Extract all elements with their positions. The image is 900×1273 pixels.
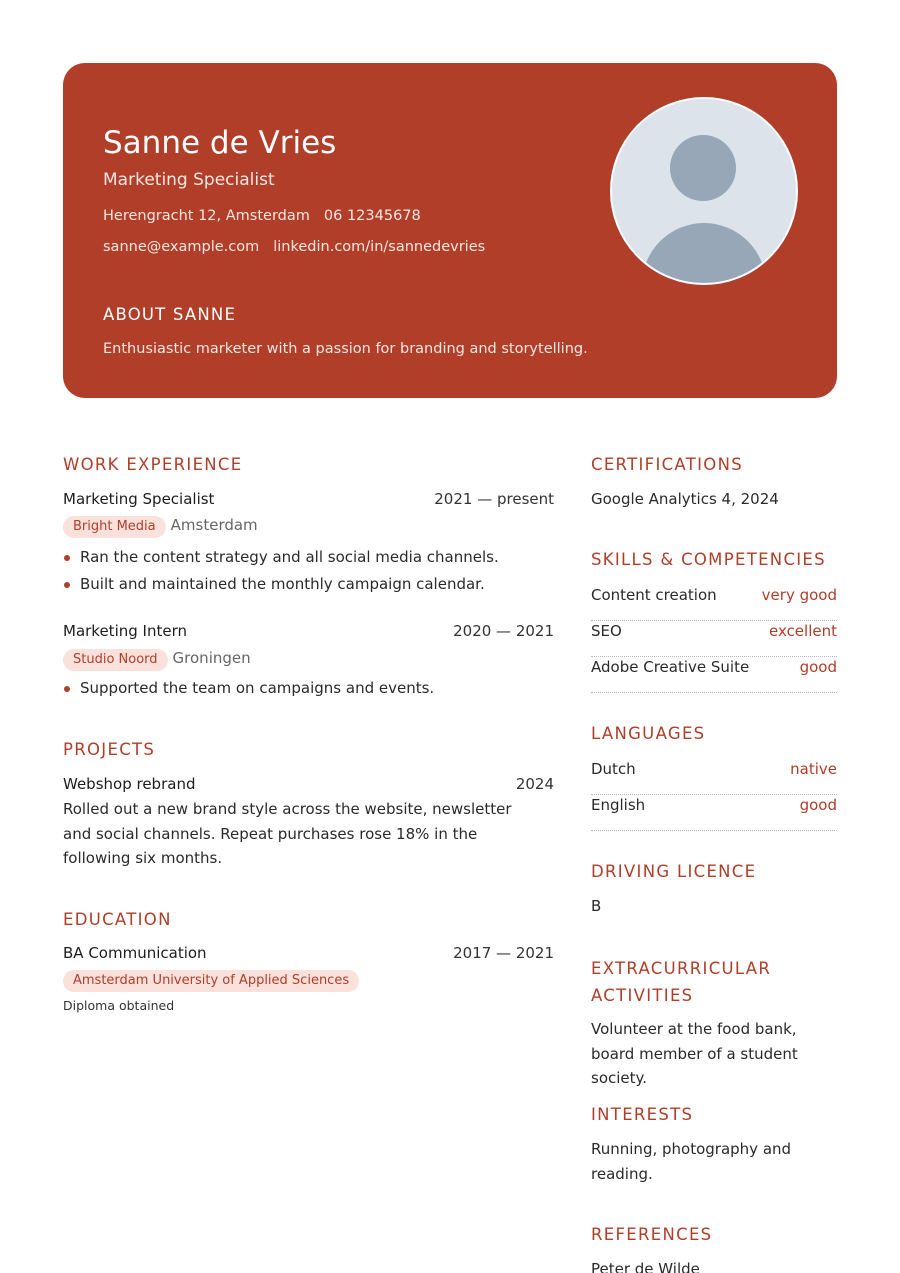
skill-row <box>591 621 837 657</box>
languages-heading: LANGUAGES <box>591 724 706 743</box>
job-title-row <box>63 621 554 641</box>
work-experience-heading: WORK EXPERIENCE <box>63 455 243 474</box>
job-location: Groningen <box>172 649 251 667</box>
about-heading: ABOUT SANNE <box>103 305 237 324</box>
candidate-title: Marketing Specialist <box>103 170 275 190</box>
reference-name: Peter de Wilde <box>591 1260 700 1273</box>
project-title-row <box>63 774 554 794</box>
education-degree: BA Communication <box>63 944 207 962</box>
driving-licence-heading: DRIVING LICENCE <box>591 862 757 881</box>
job-bullet: Ran the content strategy and all social media channels. <box>63 547 499 567</box>
skill-level: very good <box>761 586 837 604</box>
certifications-heading: CERTIFICATIONS <box>591 455 743 474</box>
certifications-text: Google Analytics 4, 2024 <box>591 490 779 508</box>
education-school-row <box>63 969 359 992</box>
extracurricular-heading: EXTRACURRICULAR ACTIVITIES <box>591 959 772 1005</box>
profile-photo <box>610 97 798 285</box>
job-company-row <box>63 647 251 671</box>
education-heading: EDUCATION <box>63 910 172 929</box>
project-description: Rolled out a new brand style across the website, newsletter and social channels. Repeat purchases rose 18% in the following six months. <box>63 800 512 867</box>
interests-text: Running, photography and reading. <box>591 1140 792 1183</box>
skill-row <box>591 657 837 693</box>
header-card <box>63 63 837 398</box>
job-title: Marketing Specialist <box>63 490 215 508</box>
driving-licence-text: B <box>591 897 602 915</box>
job-dates: 2020 — 2021 <box>453 622 554 640</box>
job-bullet: Supported the team on campaigns and events. <box>63 678 434 698</box>
contact-row-2 <box>103 237 485 257</box>
job-title: Marketing Intern <box>63 622 187 640</box>
job-title-row <box>63 489 554 509</box>
project-title: Webshop rebrand <box>63 775 196 793</box>
skill-name: Content creation <box>591 586 717 604</box>
language-level: good <box>799 796 837 814</box>
user-silhouette-icon <box>670 135 736 201</box>
language-name: Dutch <box>591 760 636 778</box>
contact-linkedin[interactable]: linkedin.com/in/sannedevries <box>273 239 486 255</box>
candidate-name: Sanne de Vries <box>103 125 337 161</box>
interests-heading: INTERESTS <box>591 1105 694 1124</box>
skill-row <box>591 585 837 621</box>
skill-level: good <box>799 658 837 676</box>
skill-name: Adobe Creative Suite <box>591 658 750 676</box>
job-company-row <box>63 514 258 538</box>
project-year: 2024 <box>515 775 554 793</box>
language-name: English <box>591 796 646 814</box>
contact-phone[interactable]: 06 12345678 <box>323 208 421 224</box>
contact-address: Herengracht 12, Amsterdam <box>103 208 310 224</box>
education-title-row <box>63 943 554 963</box>
references-heading: REFERENCES <box>591 1225 713 1244</box>
contact-row-1 <box>103 206 421 226</box>
language-row <box>591 795 837 831</box>
skill-name: SEO <box>591 622 622 640</box>
skills-heading: SKILLS & COMPETENCIES <box>591 550 826 569</box>
education-note: Diploma obtained <box>63 998 175 1013</box>
company-badge: Studio Noord <box>63 649 168 671</box>
job-dates: 2021 — present <box>434 490 554 508</box>
company-badge: Bright Media <box>63 516 166 538</box>
user-silhouette-body <box>642 223 766 285</box>
projects-heading: PROJECTS <box>63 740 156 759</box>
language-row <box>591 759 837 795</box>
job-bullet: Built and maintained the monthly campaign calendar. <box>63 574 485 594</box>
about-text: Enthusiastic marketer with a passion for branding and storytelling. <box>103 341 588 357</box>
language-level: native <box>790 760 837 778</box>
education-dates: 2017 — 2021 <box>453 944 554 962</box>
job-location: Amsterdam <box>170 516 258 534</box>
school-badge: Amsterdam University of Applied Sciences <box>63 970 359 992</box>
extracurricular-text: Volunteer at the food bank, board member of a student society. <box>591 1020 798 1087</box>
skill-level: excellent <box>768 622 837 640</box>
contact-email[interactable]: sanne@example.com <box>103 239 260 255</box>
